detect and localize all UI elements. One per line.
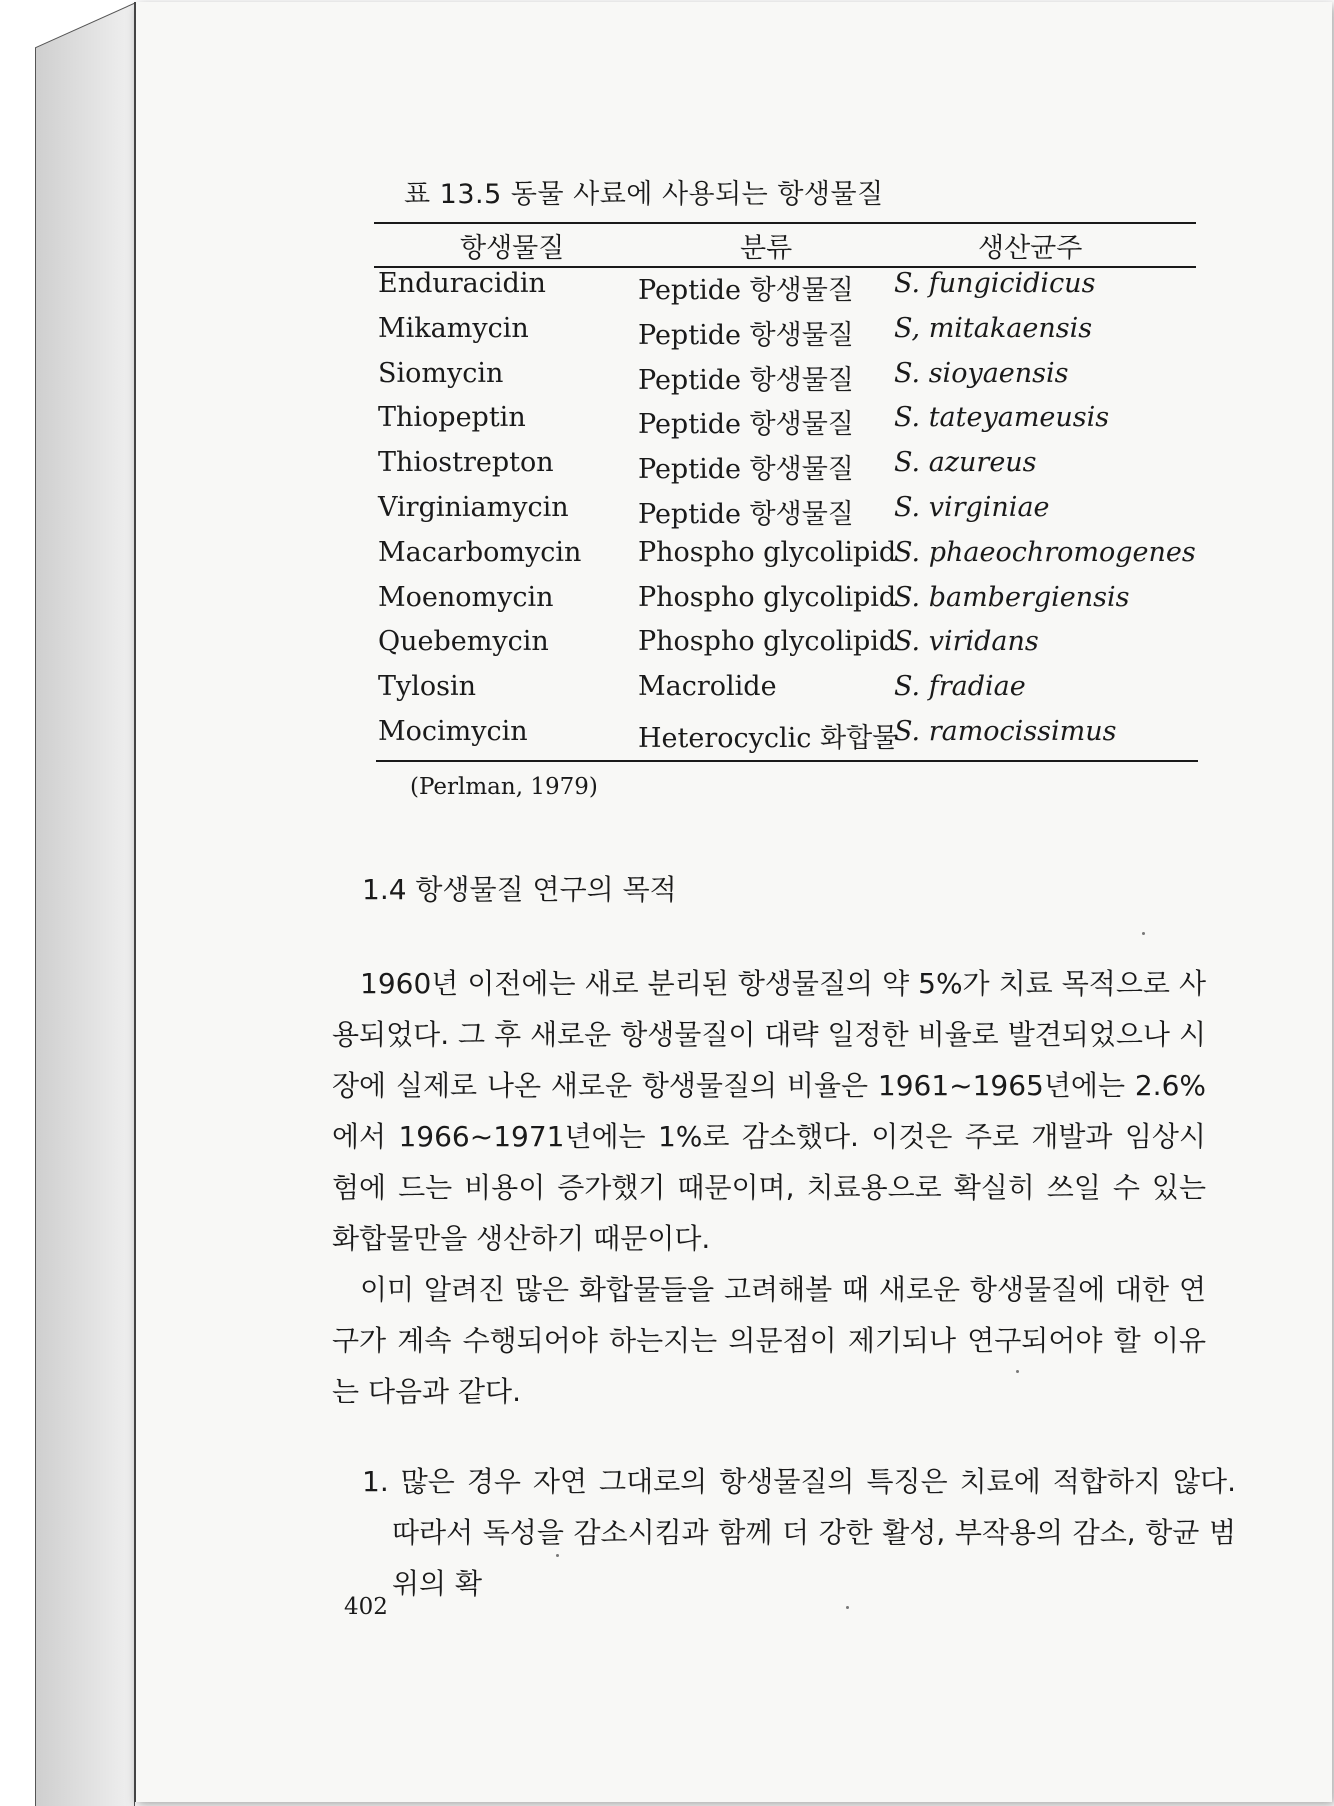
cell-class: Peptide 항생물질 — [638, 409, 854, 441]
cell-strain: S. fradiae — [894, 671, 1026, 703]
table-header-strain: 생산균주 — [978, 233, 1083, 264]
table-body — [378, 268, 1198, 761]
table-bottom-rule — [376, 760, 1198, 762]
table-top-rule — [374, 222, 1196, 224]
table-row — [378, 492, 1198, 537]
table-row — [378, 402, 1198, 447]
table-caption: 표 13.5 동물 사료에 사용되는 항생물질 — [404, 179, 884, 210]
cell-class: Peptide 항생물질 — [638, 275, 854, 306]
cell-strain: S. tateyameusis — [894, 402, 1110, 434]
table-row — [378, 671, 1198, 716]
table-row — [378, 716, 1198, 761]
cell-antibiotic: Macarbomycin — [378, 536, 582, 568]
page-number: 402 — [344, 1594, 388, 1620]
table-row — [378, 313, 1198, 358]
cell-strain: S. viridans — [894, 626, 1039, 658]
section-heading: 1.4 항생물질 연구의 목적 — [362, 873, 677, 906]
table-row — [378, 537, 1198, 582]
scan-speck — [846, 1606, 849, 1609]
table-source: (Perlman, 1979) — [410, 774, 598, 800]
cell-class: Peptide 항생물질 — [638, 364, 854, 396]
cell-antibiotic: Quebemycin — [378, 626, 549, 658]
table-row — [378, 358, 1198, 403]
cell-strain: S. virginiae — [894, 491, 1050, 523]
cell-class: Phospho glycolipid — [638, 581, 897, 613]
cell-antibiotic: Tylosin — [378, 671, 477, 703]
cell-strain: S, mitakaensis — [894, 312, 1093, 344]
cell-antibiotic: Moenomycin — [378, 581, 554, 613]
scan-speck — [1016, 1370, 1019, 1373]
cell-strain: S. sioyaensis — [894, 357, 1069, 389]
cell-class: Peptide 항생물질 — [638, 498, 854, 530]
cell-antibiotic: Mikamycin — [378, 312, 529, 344]
cell-antibiotic: Virginiamycin — [378, 491, 569, 523]
cell-antibiotic: Thiopeptin — [378, 402, 526, 434]
scan-speck — [556, 1554, 559, 1557]
cell-strain: S. ramocissimus — [894, 715, 1117, 747]
book-spine — [0, 0, 140, 1806]
table-header-class: 분류 — [740, 233, 793, 264]
table-row — [378, 626, 1198, 671]
cell-strain: S. azureus — [894, 447, 1037, 479]
cell-strain: S. fungicidicus — [894, 268, 1096, 299]
cell-strain: S. bambergiensis — [894, 581, 1130, 613]
table-row — [378, 582, 1198, 627]
cell-antibiotic: Siomycin — [378, 357, 504, 389]
table-header-antibiotic: 항생물질 — [460, 233, 565, 264]
body-paragraph: 1960년 이전에는 새로 분리된 항생물질의 약 5%가 치료 목적으로 사용되었다. 그 후 새로운 항생물질이 대략 일정한 비율로 발견되었으나 시장에 실제로 나온 새로운 항생물질의 비율은 1961~1965년에는 2.6%에서 1966~1971년에는 1%로 감소했다. 이것은 주로 개발과 임상시험에 드는 비용이 증가했기 때문이며, 치료용으로 확실히 쓰일 수 있는 화합물만을 생산하기 때문이다. — [332, 967, 1206, 1255]
book-page — [134, 2, 1332, 1802]
cell-class: Phospho glycolipid — [638, 536, 897, 568]
cell-class: Peptide 항생물질 — [638, 454, 854, 486]
cell-antibiotic: Thiostrepton — [378, 447, 554, 479]
list-item: 1. 많은 경우 자연 그대로의 항생물질의 특징은 치료에 적합하지 않다. 따라서 독성을 감소시킴과 함께 더 강한 활성, 부작용의 감소, 항균 범위의 확 — [362, 1465, 1236, 1600]
cell-class: Peptide 항생물질 — [638, 319, 854, 351]
cell-strain: S. phaeochromogenes — [894, 536, 1196, 568]
cell-antibiotic: Enduracidin — [378, 268, 546, 299]
cell-class: Phospho glycolipid — [638, 626, 897, 658]
cell-antibiotic: Mocimycin — [378, 715, 528, 747]
table-row — [378, 268, 1198, 313]
cell-class: Heterocyclic 화합물 — [638, 722, 899, 754]
scan-speck — [1142, 932, 1145, 935]
cell-class: Macrolide — [638, 671, 777, 703]
body-paragraph: 이미 알려진 많은 화합물들을 고려해볼 때 새로운 항생물질에 대한 연구가 계속 수행되어야 하는지는 의문점이 제기되나 연구되어야 할 이유는 다음과 같다. — [332, 1273, 1206, 1408]
table-row — [378, 447, 1198, 492]
